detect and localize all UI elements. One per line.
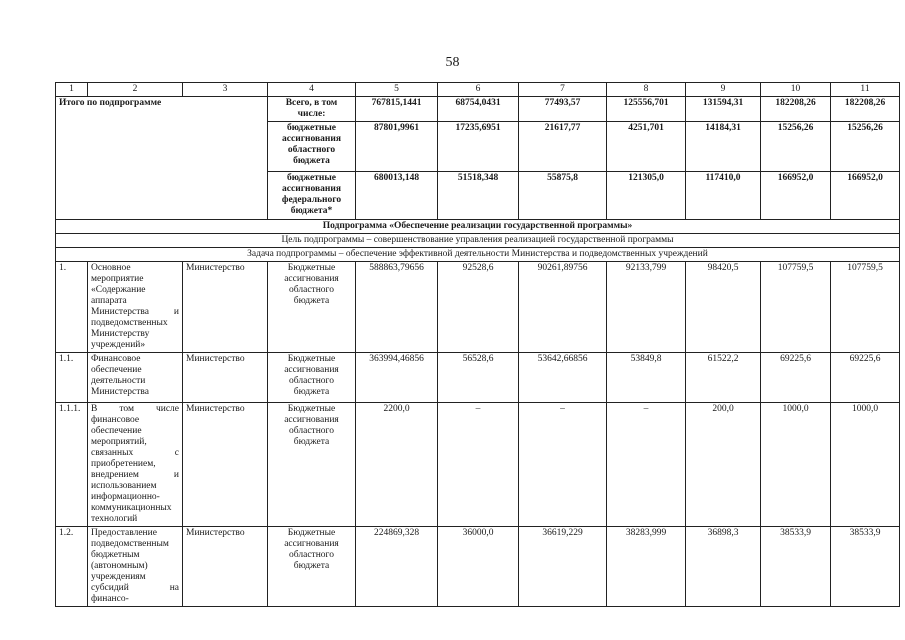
table-cell: 15256,26 [831, 122, 900, 172]
table-cell: 38533,9 [761, 527, 831, 607]
item-executor: Министерство [183, 527, 268, 607]
column-number: 7 [519, 83, 607, 97]
table-cell: 166952,0 [761, 172, 831, 220]
table-cell: 125556,701 [607, 97, 686, 122]
table-cell: 131594,31 [686, 97, 761, 122]
table-cell: 15256,26 [761, 122, 831, 172]
table-cell: 68754,0431 [438, 97, 519, 122]
table-cell: 107759,5 [761, 262, 831, 353]
item-source: Бюджетные ассигнования областного бюджета [268, 527, 356, 607]
column-number: 1 [56, 83, 88, 97]
table-cell: 36619,229 [519, 527, 607, 607]
table-row [56, 353, 900, 403]
subprogram-title-row [56, 220, 900, 234]
table-cell: 121305,0 [607, 172, 686, 220]
table-cell: 69225,6 [831, 353, 900, 403]
item-number: 1.2. [56, 527, 88, 607]
item-executor: Министерство [183, 262, 268, 353]
table-cell: – [438, 403, 519, 527]
table-cell: 107759,5 [831, 262, 900, 353]
table-cell: 680013,148 [356, 172, 438, 220]
column-number: 8 [607, 83, 686, 97]
table-cell: 588863,79656 [356, 262, 438, 353]
column-number: 9 [686, 83, 761, 97]
table-cell: 166952,0 [831, 172, 900, 220]
table-cell: 38533,9 [831, 527, 900, 607]
table-cell: 117410,0 [686, 172, 761, 220]
table-cell: 767815,1441 [356, 97, 438, 122]
total-label: Итого по подпрограмме [56, 97, 268, 220]
table-cell: 87801,9961 [356, 122, 438, 172]
table-cell: 224869,328 [356, 527, 438, 607]
subprogram-task: Задача подпрограммы – обеспечение эффективной деятельности Министерства и подведомственных учреждений [56, 248, 900, 262]
table-row [56, 403, 900, 527]
subprogram-task-row [56, 248, 900, 262]
item-name: Предоставление подведомственным бюджетным (автономным) учреждениям субсидий на финансо- [88, 527, 183, 607]
table-cell: 182208,26 [761, 97, 831, 122]
total-row-all [56, 97, 900, 122]
table-cell: 55875,8 [519, 172, 607, 220]
item-source: Бюджетные ассигнования областного бюджета [268, 353, 356, 403]
table-cell: 182208,26 [831, 97, 900, 122]
table-cell: – [519, 403, 607, 527]
column-number: 3 [183, 83, 268, 97]
column-number: 10 [761, 83, 831, 97]
subprogram-goal: Цель подпрограммы – совершенствование управления реализацией государственной программы [56, 234, 900, 248]
table-cell: 363994,46856 [356, 353, 438, 403]
item-number: 1. [56, 262, 88, 353]
table-cell: 1000,0 [831, 403, 900, 527]
table-row [56, 262, 900, 353]
table-row [56, 527, 900, 607]
column-number-row [56, 83, 900, 97]
table-cell: 61522,2 [686, 353, 761, 403]
table-cell: 36000,0 [438, 527, 519, 607]
table-cell: 53642,66856 [519, 353, 607, 403]
item-number: 1.1. [56, 353, 88, 403]
table-cell: 1000,0 [761, 403, 831, 527]
subprogram-goal-row [56, 234, 900, 248]
column-number: 2 [88, 83, 183, 97]
total-source: бюджетные ассигнования федерального бюджета* [268, 172, 356, 220]
total-source: бюджетные ассигнования областного бюджета [268, 122, 356, 172]
program-table [55, 82, 900, 607]
table-cell: – [607, 403, 686, 527]
column-number: 5 [356, 83, 438, 97]
table-cell: 2200,0 [356, 403, 438, 527]
table-cell: 92133,799 [607, 262, 686, 353]
total-source: Всего, в том числе: [268, 97, 356, 122]
page-number: 58 [445, 55, 460, 70]
table-cell: 69225,6 [761, 353, 831, 403]
table-cell: 90261,89756 [519, 262, 607, 353]
table-cell: 38283,999 [607, 527, 686, 607]
item-source: Бюджетные ассигнования областного бюджета [268, 262, 356, 353]
column-number: 11 [831, 83, 900, 97]
item-source: Бюджетные ассигнования областного бюджета [268, 403, 356, 527]
table-cell: 21617,77 [519, 122, 607, 172]
table-cell: 92528,6 [438, 262, 519, 353]
column-number: 6 [438, 83, 519, 97]
table-cell: 53849,8 [607, 353, 686, 403]
column-number: 4 [268, 83, 356, 97]
table-cell: 51518,348 [438, 172, 519, 220]
subprogram-title: Подпрограмма «Обеспечение реализации государственной программы» [56, 220, 900, 234]
item-name: Финансовое обеспечение деятельности Министерства [88, 353, 183, 403]
table-cell: 36898,3 [686, 527, 761, 607]
table-cell: 200,0 [686, 403, 761, 527]
item-name: В том числе финансовое обеспечение мероприятий, связанных с приобретением, внедрением и использованием информационно-коммуникационных технологий [88, 403, 183, 527]
table-cell: 98420,5 [686, 262, 761, 353]
item-executor: Министерство [183, 403, 268, 527]
table-cell: 77493,57 [519, 97, 607, 122]
item-name: Основное мероприятие «Содержание аппарата Министерства и подведомственных Министерству учреждений» [88, 262, 183, 353]
table-cell: 14184,31 [686, 122, 761, 172]
table-cell: 56528,6 [438, 353, 519, 403]
item-number: 1.1.1. [56, 403, 88, 527]
table-cell: 17235,6951 [438, 122, 519, 172]
item-executor: Министерство [183, 353, 268, 403]
table-cell: 4251,701 [607, 122, 686, 172]
